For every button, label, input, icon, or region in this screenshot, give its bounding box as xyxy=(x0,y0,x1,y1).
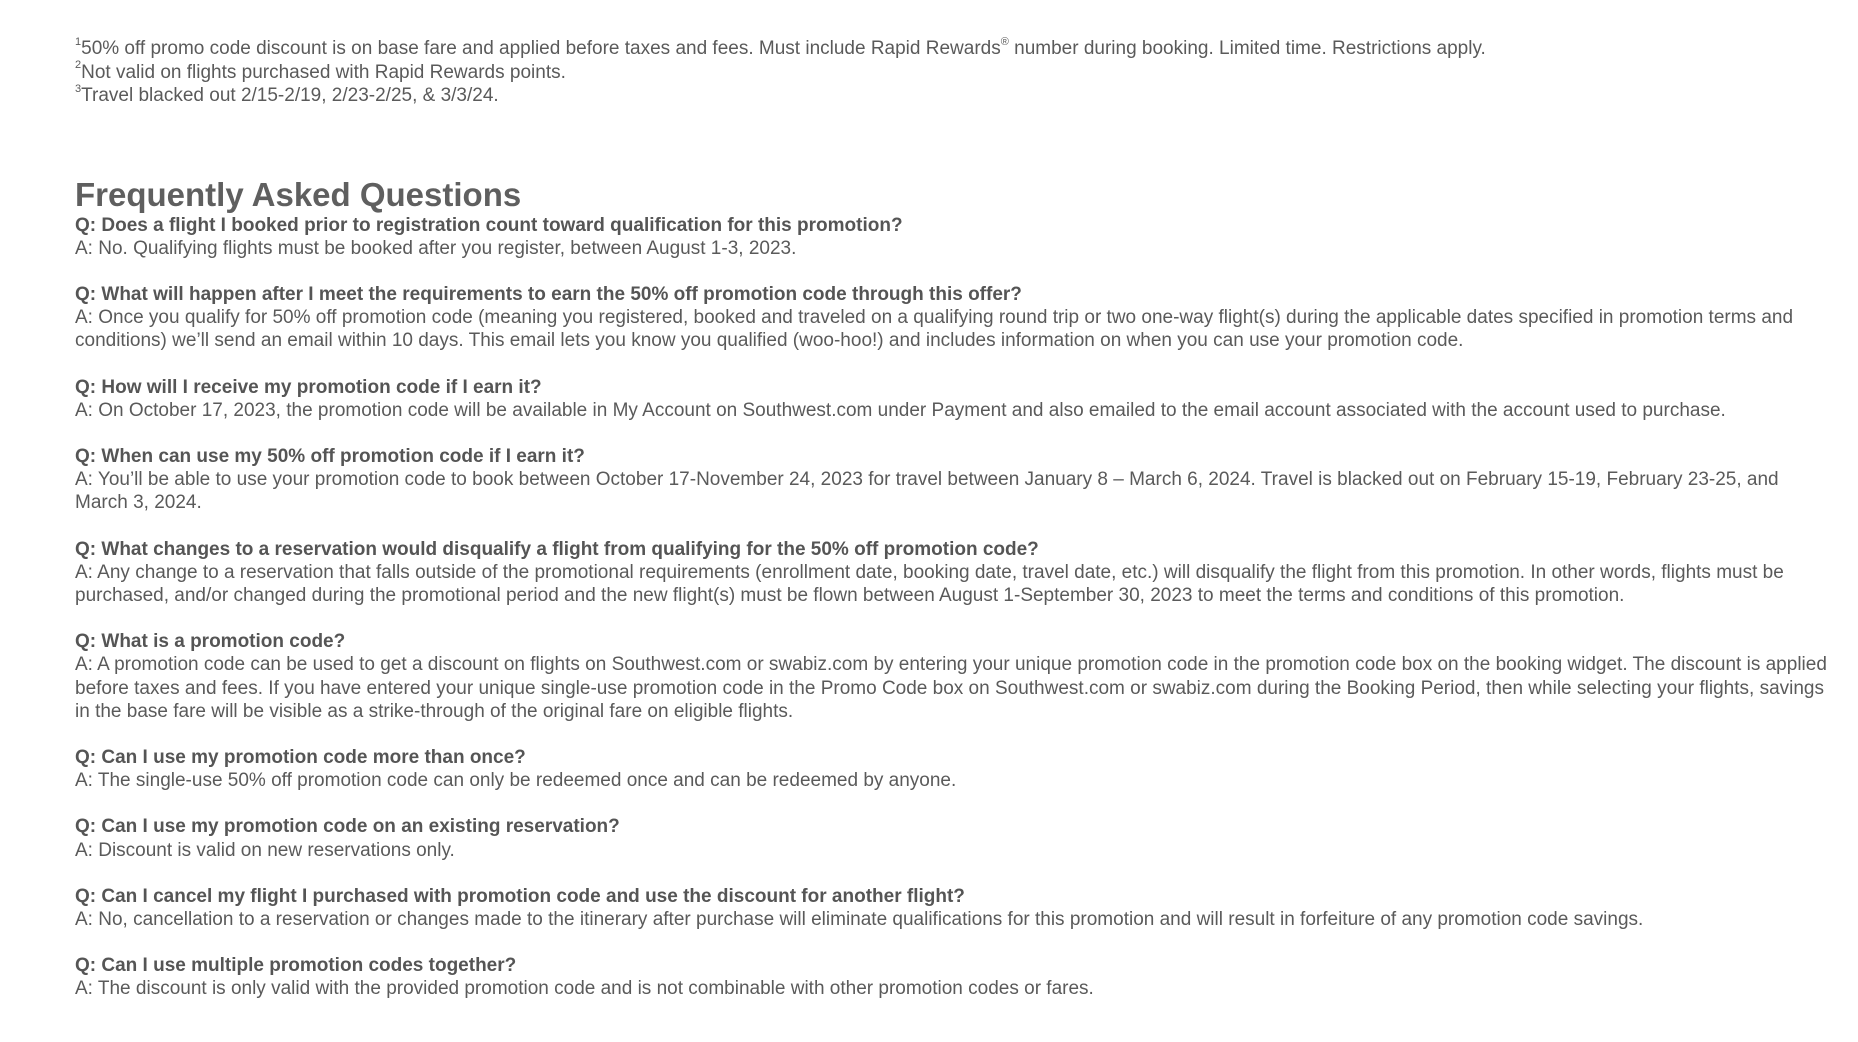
faq-item xyxy=(75,445,1783,515)
footnote-text: 50% off promo code discount is on base fare and applied before taxes and fees. Must include Rapid Rewards xyxy=(81,38,1001,59)
faq-item xyxy=(75,376,1783,422)
faq-answer: A: The discount is only valid with the provided promotion code and is not combinable with other promotion codes or fares. xyxy=(75,978,1094,1000)
footnote-3 xyxy=(75,84,1783,108)
faq-answer: A: A promotion code can be used to get a discount on flights on Southwest.com or swabiz.com by entering your unique promotion code in the promotion code box on the booking widget. The discount is applied before taxes and fees. If you have entered your unique single-use promotion code in the Promo Code box on Southwest.com or swabiz.com during the Booking Period, then while selecting your flights, savings in the base fare will be visible as a strike-through of the original fare on eligible flights. xyxy=(75,654,1827,722)
faq-question: Q: Can I cancel my flight I purchased with promotion code and use the discount for another flight? xyxy=(75,885,965,907)
faq-answer: A: Discount is valid on new reservations only. xyxy=(75,839,455,861)
faq-question: Q: Can I use my promotion code on an existing reservation? xyxy=(75,816,620,838)
footnote-text: Travel blacked out 2/15-2/19, 2/23-2/25, & 3/3/24. xyxy=(81,85,499,106)
faq-question: Q: Can I use my promotion code more than once? xyxy=(75,746,526,768)
faq-question: Q: What will happen after I meet the requirements to earn the 50% off promotion code through this offer? xyxy=(75,283,1022,305)
faq-item xyxy=(75,885,1783,931)
footnote-1 xyxy=(75,37,1783,61)
faq-item xyxy=(75,630,1827,723)
faq-answer: A: You’ll be able to use your promotion code to book between October 17-November 24, 2023 for travel between January 8 – March 6, 2024. Travel is blacked out on February 15-19, February 23-25, and March 3, 2024. xyxy=(75,469,1779,514)
registered-mark: ® xyxy=(1000,35,1009,48)
faq-question: Q: How will I receive my promotion code if I earn it? xyxy=(75,376,542,398)
footnote-mark: 3 xyxy=(75,82,82,95)
footnote-mark: 2 xyxy=(75,59,82,72)
faq-item xyxy=(75,815,1783,861)
footnote-2 xyxy=(75,61,1783,85)
faq-item xyxy=(75,954,1783,1000)
faq-answer: A: Once you qualify for 50% off promotion code (meaning you registered, booked and traveled on a qualifying round trip or two one-way flight(s) during the applicable dates specified in promotion terms and conditions) we’ll send an email within 10 days. This email lets you know you qualified (woo-hoo!) and includes information on when you can use your promotion code. xyxy=(75,307,1794,352)
footnote-text: Not valid on flights purchased with Rapid Rewards points. xyxy=(81,61,566,83)
footnotes xyxy=(75,37,1783,108)
faq-item xyxy=(75,746,1783,792)
faq-answer: A: On October 17, 2023, the promotion code will be available in My Account on Southwest.com under Payment and also emailed to the email account associated with the account used to purchase. xyxy=(75,399,1726,421)
faq-item xyxy=(75,283,1794,353)
faq-answer: A: No, cancellation to a reservation or changes made to the itinerary after purchase will eliminate qualifications for this promotion and will result in forfeiture of any promotion code savings. xyxy=(75,908,1644,930)
faq-item xyxy=(75,538,1783,608)
faq-title: Frequently Asked Questions xyxy=(75,175,522,213)
faq-question: Q: What is a promotion code? xyxy=(75,631,346,653)
faq-list xyxy=(75,214,1827,1001)
faq-answer: A: The single-use 50% off promotion code can only be redeemed once and can be redeemed by anyone. xyxy=(75,770,957,792)
faq-question: Q: When can use my 50% off promotion code if I earn it? xyxy=(75,445,585,467)
footnote-mark: 1 xyxy=(75,35,82,48)
faq-question: Q: What changes to a reservation would disqualify a flight from qualifying for the 50% off promotion code? xyxy=(75,538,1039,560)
faq-answer: A: Any change to a reservation that falls outside of the promotional requirements (enrollment date, booking date, travel date, etc.) will disqualify the flight from this promotion. In other words, flights must be purchased, and/or changed during the promotional period and the new flight(s) must be flown between August 1-September 30, 2023 to meet the terms and conditions of this promotion. xyxy=(75,561,1784,606)
faq-answer: A: No. Qualifying flights must be booked after you register, between August 1-3, 2023. xyxy=(75,237,797,259)
footnote-text-after: number during booking. Limited time. Restrictions apply. xyxy=(1008,38,1486,59)
faq-question: Q: Can I use multiple promotion codes together? xyxy=(75,955,517,977)
faq-item xyxy=(75,214,1783,260)
faq-question: Q: Does a flight I booked prior to registration count toward qualification for this promotion? xyxy=(75,214,903,236)
